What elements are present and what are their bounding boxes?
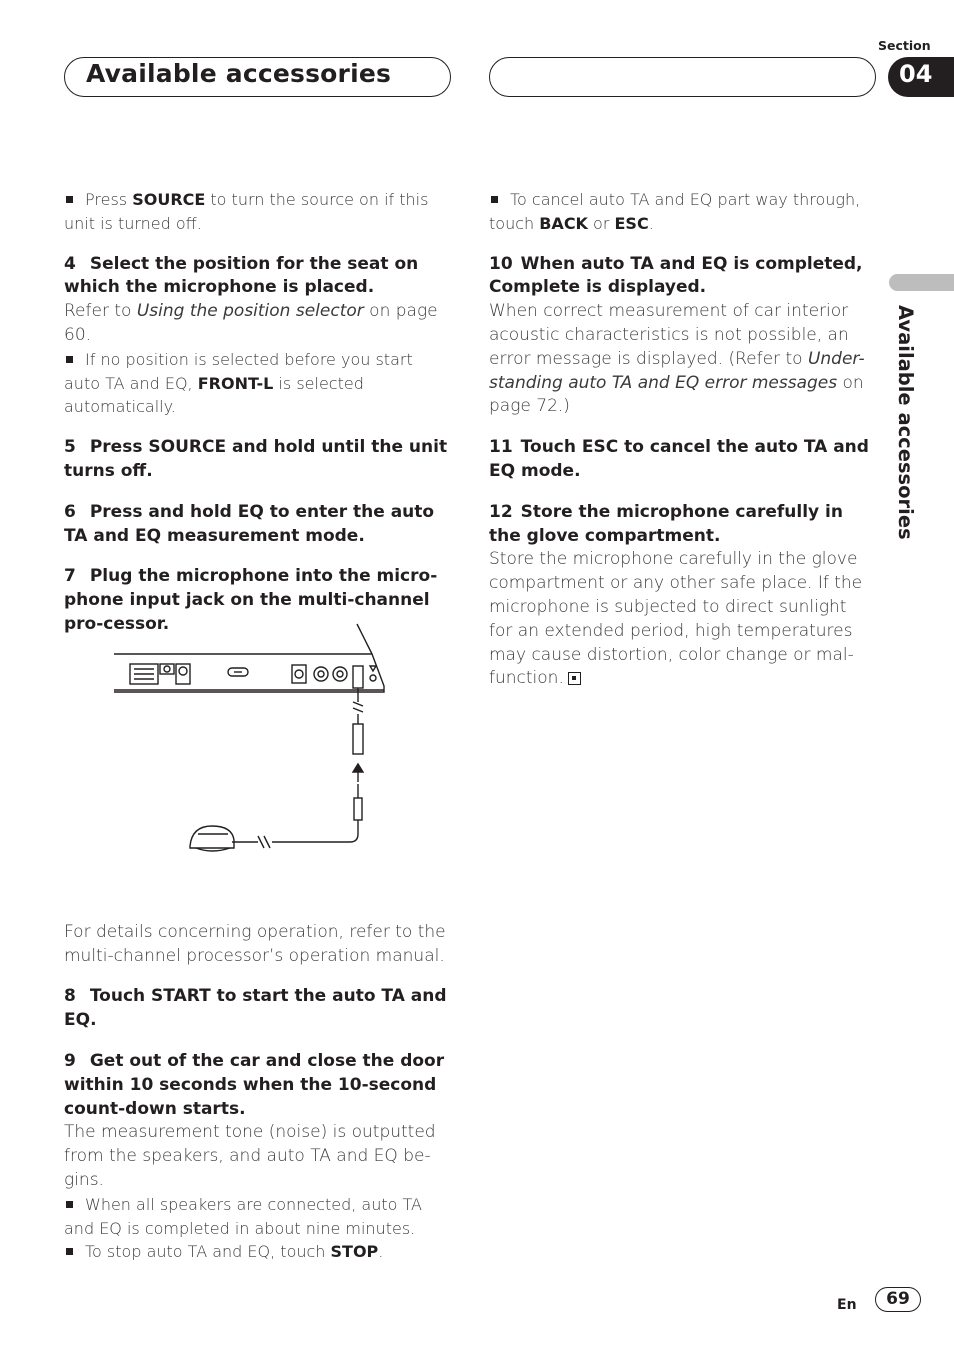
step-5: 5 Press SOURCE and hold until the unit turns off. (64, 437, 448, 481)
step-4: 4 Select the position for the seat on which the microphone is placed. (64, 253, 419, 298)
right-column (489, 188, 874, 691)
details-text: For details concerning operation, refer to the multi-channel processor’s operation manual. (64, 921, 446, 966)
page-title: Available accessories (86, 59, 392, 88)
bullet-item: When all speakers are connected, auto TA and EQ is completed in about nine minutes. (64, 1194, 422, 1238)
step-11: 11 Touch ESC to cancel the auto TA and EQ mode. (489, 437, 869, 481)
bullet-square-icon (66, 356, 73, 363)
bullet-item: If no position is selected before you start auto TA and EQ, FRONT-L is selected automatically. (64, 349, 413, 417)
end-mark-icon (568, 672, 581, 685)
step-10: 10 When auto TA and EQ is completed, Complete is displayed. (489, 253, 863, 298)
title-frame (64, 57, 451, 97)
bullet-square-icon (491, 196, 498, 203)
step-6: 6 Press and hold EQ to enter the auto TA and EQ measurement mode. (64, 501, 435, 546)
bullet-item: To cancel auto TA and EQ part way through, touch BACK or ESC. (489, 190, 861, 233)
side-tab-marker (889, 274, 954, 291)
microphone-connection-diagram (112, 622, 402, 862)
step-9: 9 Get out of the car and close the door within 10 seconds when the 10-second count-down starts. (64, 1050, 445, 1119)
step-12: 12 Store the microphone carefully in the glove compartment. (489, 501, 843, 546)
bullet-square-icon (66, 1201, 73, 1208)
step-12-body: Store the microphone carefully in the glove compartment or any other safe place. If the microphone is subjected to direct sunlight for an extended period, high temperatures may cause distortion, color change or mal-function. (489, 549, 863, 689)
bullet-item: Press SOURCE to turn the source on if this unit is turned off. (64, 190, 429, 233)
step-7: 7 Plug the microphone into the micro-phone input jack on the multi-channel pro-cessor. (64, 566, 438, 634)
bullet-square-icon (66, 196, 73, 203)
step-9-body: The measurement tone (noise) is outputted from the speakers, and auto TA and EQ be-gins. (64, 1122, 436, 1190)
side-section-label: Available accessories (894, 305, 917, 540)
header-blank-frame (489, 57, 876, 97)
bullet-square-icon (66, 1248, 73, 1255)
step-10-body: When correct measurement of car interior acoustic characteristics is not possible, an error message is displayed. (Refer to Under-standing auto TA and EQ error messages on page 72.) (489, 301, 865, 417)
step-8: 8 Touch START to start the auto TA and EQ. (64, 986, 447, 1031)
language-label: En (837, 1297, 857, 1313)
page-number: 69 (875, 1287, 921, 1312)
section-label: Section (878, 38, 931, 53)
bullet-item: To stop auto TA and EQ, touch STOP. (64, 1240, 449, 1264)
step-4-body: Refer to Using the position selector on page 60. (64, 301, 438, 345)
section-badge: 04 (888, 57, 954, 97)
